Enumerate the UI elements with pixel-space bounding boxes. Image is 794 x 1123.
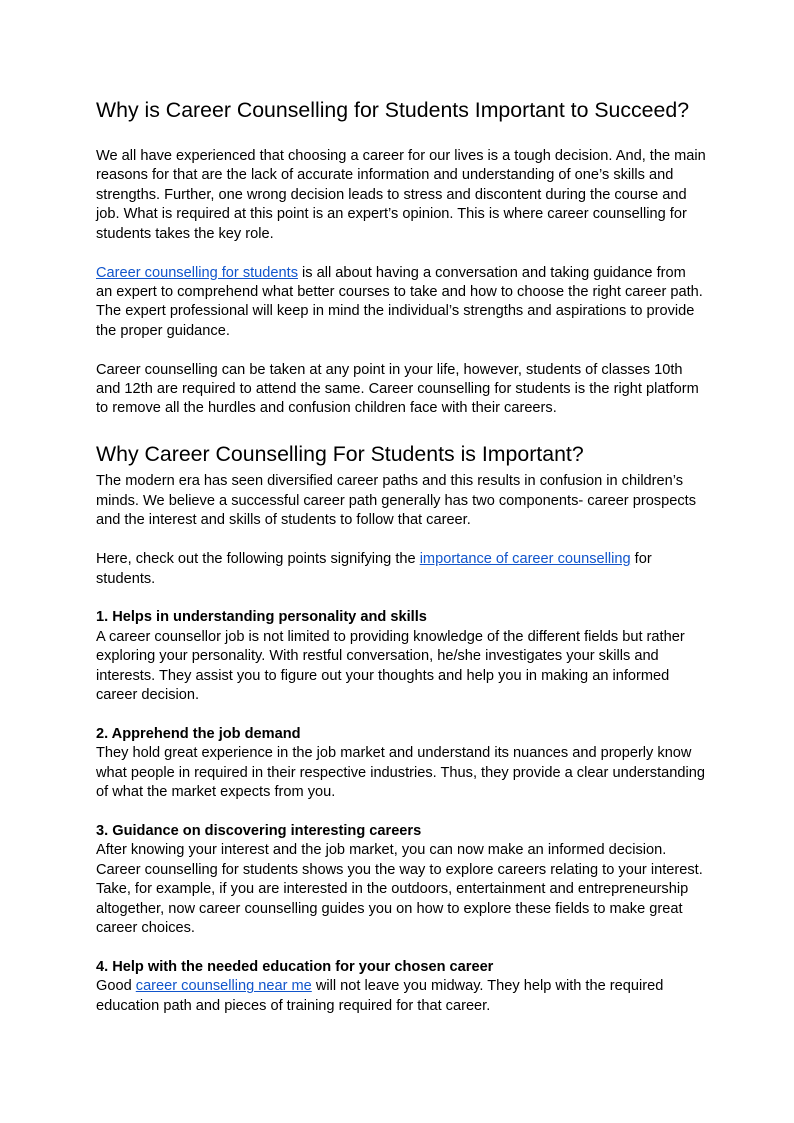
near-me-link[interactable]: career counselling near me (135, 978, 312, 995)
why-paragraph-2-post: for students. (96, 551, 652, 587)
point-1-body: A career counsellor job is not limited to providing knowledge of the different fields but rather exploring your personality. With restful conversation, he/she investigates your skills and interests. They assist you to figure out your thoughts and help you in making an informed career decision. (96, 628, 685, 704)
why-paragraph-1: The modern era has seen diversified career paths and this results in confusion in children’s minds. We believe a successful career path generally has two components- career prospects and the interest and skills of students to follow that career. (96, 473, 696, 529)
point-2-title: 2. Apprehend the job demand (96, 725, 301, 742)
document-body (96, 94, 706, 1016)
why-paragraph-2 (96, 550, 706, 589)
career-counselling-link[interactable]: Career counselling for students (96, 264, 298, 281)
point-3-title: 3. Guidance on discovering interesting careers (96, 823, 422, 840)
point-3-body: After knowing your interest and the job market, you can now make an informed decision. Career counselling for students shows you the way to explore careers relating to your interest. Take, for example, if you are interested in the outdoors, entertainment and entrepreneurship altogether, now career counselling guides you on how to explore these fields to make great career choices. (96, 842, 703, 937)
point-4-post: will not leave you midway. They help with the required education path and pieces of training required for that career. (96, 978, 664, 1014)
importance-link[interactable]: importance of career counselling (419, 551, 631, 568)
point-4 (96, 958, 706, 1016)
point-3 (96, 822, 706, 938)
section-heading: Why Career Counselling For Students is Important? (96, 442, 584, 467)
page-title: Why is Career Counselling for Students Important to Succeed? (96, 98, 690, 122)
point-2 (96, 725, 706, 803)
intro-paragraph-2-text: is all about having a conversation and taking guidance from an expert to comprehend what better courses to take and how to choose the right career path. The expert professional will keep in mind the individual’s strengths and aspirations to provide the proper guidance. (96, 264, 703, 339)
intro-paragraph-2 (96, 264, 706, 342)
point-1-title: 1. Helps in understanding personality and skills (96, 609, 427, 626)
point-4-title: 4. Help with the needed education for your chosen career (96, 959, 494, 975)
intro-paragraph-1: We all have experienced that choosing a career for our lives is a tough decision. And, the main reasons for that are the lack of accurate information and understanding of one’s skills and strengths. Further, one wrong decision leads to stress and discontent during the course and job. What is required at this point is an expert’s opinion. This is where career counselling for students takes the key role. (96, 148, 706, 242)
why-paragraph-2-pre: Here, check out the following points signifying the (96, 551, 420, 568)
point-1 (96, 608, 706, 705)
point-2-body: They hold great experience in the job market and understand its nuances and properly know what people in required in their respective industries. Thus, they provide a clear understanding of what the market expects from you. (96, 745, 705, 801)
point-4-pre: Good (96, 978, 136, 995)
intro-paragraph-3: Career counselling can be taken at any point in your life, however, students of classes 10th and 12th are required to attend the same. Career counselling for students is the right platform to remove all the hurdles and confusion children face with their careers. (96, 361, 699, 417)
